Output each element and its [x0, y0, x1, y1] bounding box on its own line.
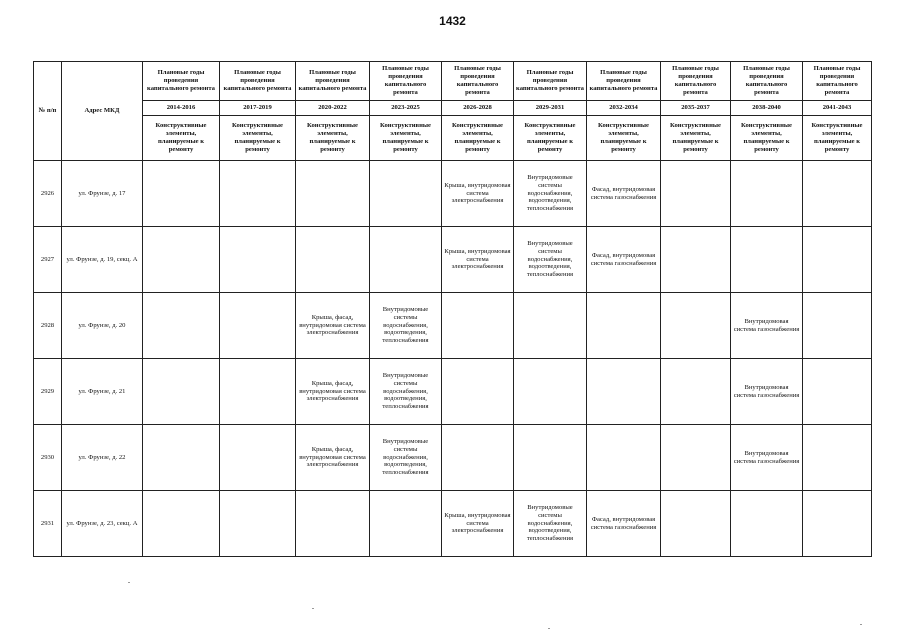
- table-cell: [442, 425, 514, 491]
- table-cell: Крыша, фасад, внутридомовая система электроснабжения: [296, 359, 370, 425]
- table-cell: Внутридомовые системы водоснабжения, водоотведения, теплоснабжения: [370, 425, 442, 491]
- table-cell: Фасад, внутридомовая система газоснабжения: [587, 491, 661, 557]
- header-plan-cell: Плановые годы проведения капитального ремонта: [220, 62, 296, 101]
- header-period: 2023-2025: [370, 101, 442, 116]
- table-cell: [803, 359, 872, 425]
- table-cell: [587, 293, 661, 359]
- header-plan-cell: Плановые годы проведения капитального ремонта: [442, 62, 514, 101]
- scan-speck: [128, 582, 130, 583]
- table-cell: [661, 491, 731, 557]
- header-elements-cell: Конструктивные элементы, планируемые к ремонту: [296, 116, 370, 161]
- table-cell: Внутридомовые системы водоснабжения, водоотведения, теплоснабжения: [370, 359, 442, 425]
- header-plan-cell: Плановые годы проведения капитального ремонта: [803, 62, 872, 101]
- table-cell: [220, 359, 296, 425]
- table-cell: [661, 359, 731, 425]
- table-cell: Внутридомовые системы водоснабжения, водоотведения, теплоснабжения: [370, 293, 442, 359]
- row-number: 2926: [34, 161, 62, 227]
- table-cell: [803, 491, 872, 557]
- row-address: ул. Фрунзе, д. 20: [62, 293, 143, 359]
- table-cell: [661, 161, 731, 227]
- header-period: 2020-2022: [296, 101, 370, 116]
- table-cell: Внутридомовые системы водоснабжения, водоотведения, теплоснабжения: [514, 161, 587, 227]
- table-cell: Крыша, фасад, внутридомовая система электроснабжения: [296, 425, 370, 491]
- header-plan-cell: Плановые годы проведения капитального ремонта: [661, 62, 731, 101]
- table-cell: Внутридомовая система газоснабжения: [731, 425, 803, 491]
- table-cell: [296, 491, 370, 557]
- table-cell: [220, 491, 296, 557]
- header-num: № п/п: [34, 62, 62, 161]
- table-row: [34, 293, 872, 359]
- page-number: 1432: [439, 14, 466, 28]
- header-elements-cell: Конструктивные элементы, планируемые к ремонту: [514, 116, 587, 161]
- table-row: [34, 359, 872, 425]
- header-plan-cell: Плановые годы проведения капитального ремонта: [296, 62, 370, 101]
- table-cell: [296, 227, 370, 293]
- row-number: 2929: [34, 359, 62, 425]
- table-cell: [143, 491, 220, 557]
- table-cell: [731, 491, 803, 557]
- table-cell: Внутридомовая система газоснабжения: [731, 293, 803, 359]
- header-elements-cell: Конструктивные элементы, планируемые к ремонту: [370, 116, 442, 161]
- table-cell: [370, 161, 442, 227]
- header-row-plan: [34, 62, 872, 101]
- table-cell: Внутридомовые системы водоснабжения, водоотведения, теплоснабжения: [514, 227, 587, 293]
- table-cell: [143, 359, 220, 425]
- table-cell: Крыша, внутридомовая система электроснабжения: [442, 161, 514, 227]
- table-cell: [220, 161, 296, 227]
- row-address: ул. Фрунзе, д. 19, секц. А: [62, 227, 143, 293]
- table-cell: [370, 227, 442, 293]
- table-cell: [587, 425, 661, 491]
- header-elements-cell: Конструктивные элементы, планируемые к ремонту: [143, 116, 220, 161]
- header-elements-cell: Конструктивные элементы, планируемые к ремонту: [803, 116, 872, 161]
- table-cell: [514, 425, 587, 491]
- header-elements-cell: Конструктивные элементы, планируемые к ремонту: [731, 116, 803, 161]
- table-cell: Фасад, внутридомовая система газоснабжения: [587, 161, 661, 227]
- header-row-years: [34, 101, 872, 116]
- table-cell: [587, 359, 661, 425]
- header-period: 2026-2028: [442, 101, 514, 116]
- table-cell: [731, 161, 803, 227]
- row-address: ул. Фрунзе, д. 23, секц. А: [62, 491, 143, 557]
- table-cell: [143, 293, 220, 359]
- header-elements-cell: Конструктивные элементы, планируемые к ремонту: [661, 116, 731, 161]
- header-plan-cell: Плановые годы проведения капитального ремонта: [143, 62, 220, 101]
- scan-speck: [860, 624, 862, 625]
- table-cell: [442, 359, 514, 425]
- table-cell: [220, 293, 296, 359]
- table-cell: [370, 491, 442, 557]
- table-cell: Крыша, внутридомовая система электроснабжения: [442, 491, 514, 557]
- table-cell: [803, 161, 872, 227]
- header-elements-cell: Конструктивные элементы, планируемые к ремонту: [220, 116, 296, 161]
- table-row: [34, 227, 872, 293]
- row-address: ул. Фрунзе, д. 17: [62, 161, 143, 227]
- table-row: [34, 161, 872, 227]
- header-period: 2029-2031: [514, 101, 587, 116]
- header-period: 2017-2019: [220, 101, 296, 116]
- table-cell: Внутридомовая система газоснабжения: [731, 359, 803, 425]
- header-period: 2041-2043: [803, 101, 872, 116]
- table-cell: [661, 227, 731, 293]
- table-row: [34, 425, 872, 491]
- table-cell: [803, 293, 872, 359]
- table-cell: [514, 293, 587, 359]
- header-plan-cell: Плановые годы проведения капитального ремонта: [514, 62, 587, 101]
- table-cell: [803, 425, 872, 491]
- header-plan-cell: Плановые годы проведения капитального ремонта: [587, 62, 661, 101]
- table-cell: [731, 227, 803, 293]
- header-row-elements: [34, 116, 872, 161]
- header-plan-cell: Плановые годы проведения капитального ремонта: [731, 62, 803, 101]
- header-elements-cell: Конструктивные элементы, планируемые к ремонту: [442, 116, 514, 161]
- row-number: 2928: [34, 293, 62, 359]
- table-cell: Внутридомовые системы водоснабжения, водоотведения, теплоснабжения: [514, 491, 587, 557]
- table-cell: [220, 227, 296, 293]
- row-number: 2927: [34, 227, 62, 293]
- header-elements-cell: Конструктивные элементы, планируемые к ремонту: [587, 116, 661, 161]
- table-cell: [514, 359, 587, 425]
- table-cell: [220, 425, 296, 491]
- row-address: ул. Фрунзе, д. 21: [62, 359, 143, 425]
- table-cell: [803, 227, 872, 293]
- scan-speck: [312, 608, 314, 609]
- row-number: 2930: [34, 425, 62, 491]
- header-period: 2035-2037: [661, 101, 731, 116]
- table-cell: Фасад, внутридомовая система газоснабжения: [587, 227, 661, 293]
- row-number: 2931: [34, 491, 62, 557]
- table-cell: [661, 425, 731, 491]
- repair-schedule-table: [33, 61, 872, 557]
- header-plan-cell: Плановые годы проведения капитального ремонта: [370, 62, 442, 101]
- table-cell: Крыша, внутридомовая система электроснабжения: [442, 227, 514, 293]
- table-cell: [296, 161, 370, 227]
- row-address: ул. Фрунзе, д. 22: [62, 425, 143, 491]
- table-cell: [143, 161, 220, 227]
- table-row: [34, 491, 872, 557]
- scan-speck: [548, 628, 550, 629]
- table-cell: Крыша, фасад, внутридомовая система электроснабжения: [296, 293, 370, 359]
- table-cell: [143, 227, 220, 293]
- header-period: 2014-2016: [143, 101, 220, 116]
- header-address: Адрес МКД: [62, 62, 143, 161]
- header-period: 2038-2040: [731, 101, 803, 116]
- header-period: 2032-2034: [587, 101, 661, 116]
- table-cell: [143, 425, 220, 491]
- table-cell: [442, 293, 514, 359]
- table-cell: [661, 293, 731, 359]
